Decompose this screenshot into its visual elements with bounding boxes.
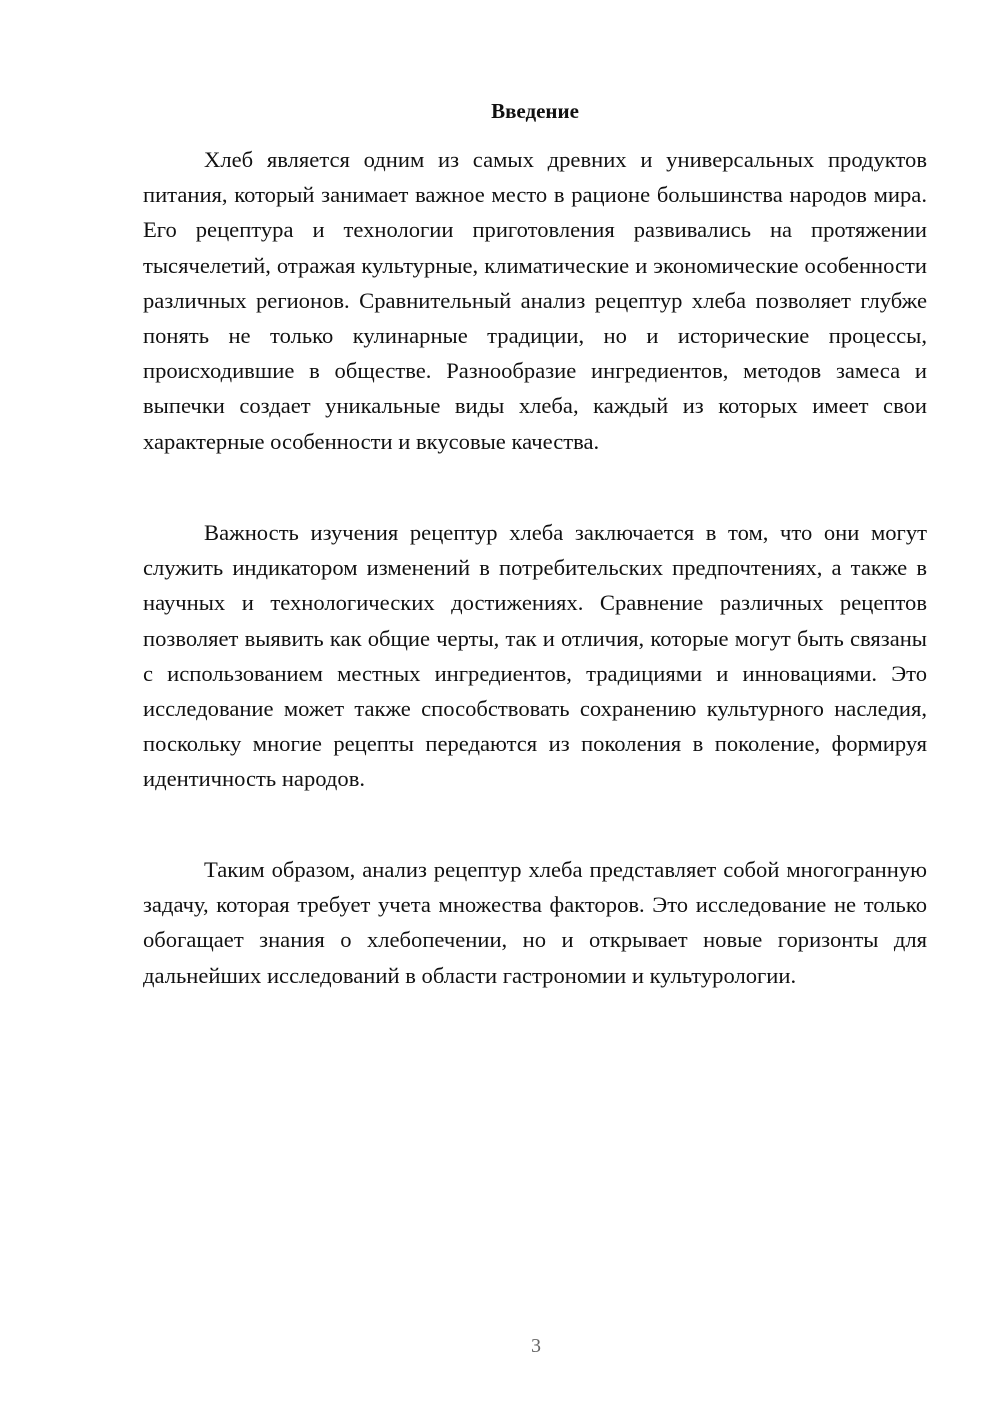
paragraph-2: Важность изучения рецептур хлеба заключается в том, что они могут служить индикатором изменений в потребительских предпочтениях, а также в научных и технологических достижениях. Сравнение различных рецептов позволяет выявить как общие черты, так и отличия, которые могут быть связаны с использованием местных ингредиентов, традициями и инновациями. Это исследование может также способствовать сохранению культурного наследия, поскольку многие рецепты передаются из поколения в поколение, формируя идентичность народов. <box>143 520 927 792</box>
page-number: 3 <box>531 1335 541 1357</box>
section-heading: Введение <box>491 99 579 123</box>
paragraph-3: Таким образом, анализ рецептур хлеба представляет собой многогранную задачу, которая требует учета множества факторов. Это исследование не только обогащает знания о хлебопечении, но и открывает новые горизонты для дальнейших исследований в области гастрономии и культурологии. <box>143 857 927 988</box>
paragraph-1: Хлеб является одним из самых древних и универсальных продуктов питания, который занимает важное место в рационе большинства народов мира. Его рецептура и технологии приготовления развивались на протяжении тысячелетий, отражая культурные, климатические и экономические особенности различных регионов. Сравнительный анализ рецептур хлеба позволяет глубже понять не только кулинарные традиции, но и исторические процессы, происходившие в обществе. Разнообразие ингредиентов, методов замеса и выпечки создает уникальные виды хлеба, каждый из которых имеет свои характерные особенности и вкусовые качества. <box>143 147 927 454</box>
